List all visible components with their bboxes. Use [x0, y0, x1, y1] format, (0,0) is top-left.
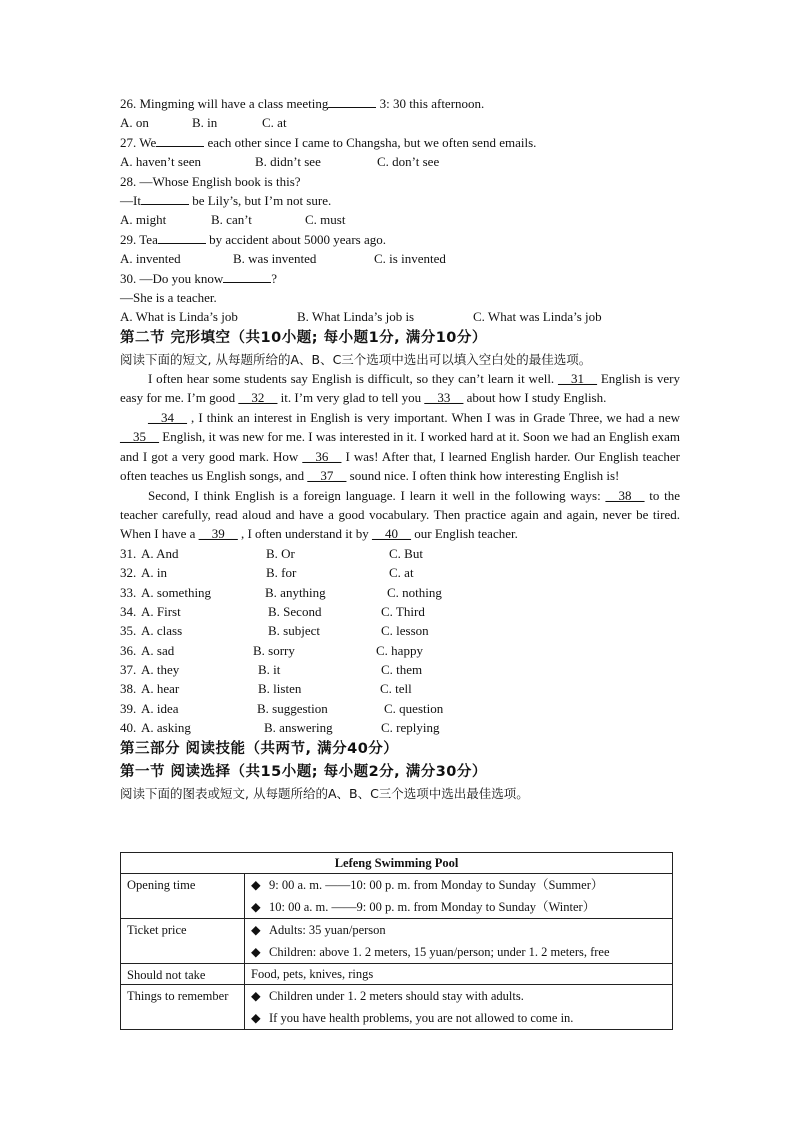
cloze-blank-33: __33__ — [424, 390, 464, 406]
question-30 — [120, 269, 680, 288]
row-label: Should not take — [121, 964, 245, 985]
cloze-blank-31: __31__ — [558, 371, 598, 387]
option-b: B. listen — [258, 681, 302, 697]
diamond-bullet-icon: ◆ — [251, 1011, 261, 1025]
table-row — [121, 985, 673, 1030]
question-27 — [120, 133, 680, 152]
cloze-blank-40: __40__ — [372, 526, 411, 542]
row-label: Opening time — [121, 874, 245, 919]
row-item: Children under 1. 2 meters should stay with adults. — [269, 989, 524, 1003]
passage-paragraph-3 — [120, 486, 680, 544]
cloze-blank-35: __35__ — [120, 429, 159, 445]
question-28: 28. —Whose English book is this? — [120, 173, 301, 189]
option-number: 35. — [120, 623, 137, 639]
option-c: C. must — [305, 212, 346, 228]
diamond-bullet-icon: ◆ — [251, 945, 261, 959]
option-c: C. What was Linda’s job — [473, 309, 602, 325]
option-c: C. don’t see — [377, 154, 440, 170]
cloze-blank-36: __36__ — [302, 448, 342, 464]
option-c: C. Third — [381, 603, 425, 619]
option-number: 37. — [120, 662, 137, 678]
option-b: B. in — [192, 115, 218, 131]
question-26 — [120, 94, 680, 113]
table-row — [121, 874, 673, 919]
question-number: 26. — [120, 96, 137, 111]
question-text: each other since I came to Changsha, but we often send emails. — [204, 134, 537, 150]
question-text: ? — [271, 270, 278, 286]
passage-text: English is very easy for me. I’m good — [120, 371, 680, 406]
diamond-bullet-icon: ◆ — [251, 878, 261, 892]
option-number: 36. — [120, 642, 137, 658]
option-b: B. anything — [265, 584, 326, 600]
passage-text: to the teacher carefully, read aloud and have a good vocabulary. Then practice again and again, never be tired. When I have a — [120, 487, 680, 542]
cloze-option-row — [120, 718, 680, 737]
options-26 — [120, 113, 680, 132]
option-a: A. class — [141, 623, 183, 639]
option-c: C. tell — [380, 681, 412, 697]
option-b: B. Or — [266, 545, 295, 561]
section-heading: 第二节 完形填空（共10小题; 每小题1分, 满分10分） — [120, 329, 487, 346]
question-text: by accident about 5000 years ago. — [205, 231, 386, 247]
option-a: A. they — [141, 662, 180, 678]
row-label: Things to remember — [121, 985, 245, 1030]
cloze-option-row — [120, 641, 680, 660]
passage-text: sound nice. I often think how interesting English is! — [346, 468, 620, 484]
option-b: B. can’t — [211, 212, 252, 228]
cloze-blank-38: __38__ — [605, 487, 645, 503]
passage-text: I often hear some students say English is difficult, so they can’t learn it well. — [148, 371, 559, 387]
passage-paragraph-1 — [120, 369, 680, 408]
option-number: 33. — [120, 584, 137, 600]
passage-text: it. I’m very glad to tell you — [277, 390, 425, 406]
row-item: If you have health problems, you are not allowed to come in. — [269, 1011, 574, 1025]
option-c: C. them — [381, 662, 423, 678]
option-c: C. But — [389, 545, 423, 561]
option-b: B. suggestion — [257, 700, 328, 716]
option-b: B. sorry — [253, 642, 295, 658]
option-b: B. for — [266, 565, 297, 581]
row-label: Ticket price — [121, 919, 245, 964]
option-a: A. idea — [141, 700, 179, 716]
cloze-blank-34: __34__ — [148, 409, 187, 425]
option-number: 34. — [120, 603, 137, 619]
section-instruction: 阅读下面的图表或短文, 从每题所给的A、B、C三个选项中选出最佳选项。 — [120, 785, 529, 801]
answer-blank — [141, 191, 189, 205]
passage-text: I was! After that, I learned English harder. Our English teacher often teaches us English songs, and — [120, 448, 680, 484]
options-29 — [120, 249, 680, 268]
cloze-option-row — [120, 621, 680, 640]
cloze-option-row — [120, 679, 680, 698]
passage-text: , I often understand it by — [237, 526, 372, 542]
row-item: 9: 00 a. m. ——10: 00 p. m. from Monday to Sunday（Summer） — [269, 878, 604, 892]
passage-text: Second, I think English is a foreign language. I learn it well in the following ways: — [148, 487, 606, 503]
option-a: A. invented — [120, 251, 181, 267]
question-text: We — [139, 134, 157, 150]
cloze-option-row — [120, 660, 680, 679]
option-number: 38. — [120, 681, 137, 697]
cloze-options — [120, 544, 680, 738]
option-a: A. on — [120, 115, 149, 131]
section-heading: 第一节 阅读选择（共15小题; 每小题2分, 满分30分） — [120, 763, 487, 780]
option-a: A. something — [141, 584, 212, 600]
answer-blank — [156, 133, 204, 147]
cloze-option-row — [120, 563, 680, 582]
cloze-blank-39: __39__ — [198, 526, 238, 542]
section-instruction: 阅读下面的短文, 从每题所给的A、B、C三个选项中选出可以填入空白处的最佳选项。 — [120, 351, 592, 367]
answer-blank — [158, 230, 206, 244]
exam-page — [120, 94, 680, 803]
options-28 — [120, 210, 680, 229]
row-item: Children: above 1. 2 meters, 15 yuan/person; under 1. 2 meters, free — [269, 945, 610, 959]
option-number: 39. — [120, 700, 137, 716]
option-number: 40. — [120, 720, 137, 736]
option-a: A. asking — [141, 720, 191, 736]
cloze-option-row — [120, 583, 680, 602]
part-heading: 第三部分 阅读技能（共两节, 满分40分） — [120, 740, 399, 757]
question-28-answer-line — [120, 191, 680, 210]
cloze-option-row — [120, 602, 680, 621]
options-30 — [120, 307, 680, 326]
option-b: B. answering — [264, 720, 333, 736]
answer-blank — [223, 269, 271, 283]
passage-text: about how I study English. — [463, 390, 607, 406]
row-content — [245, 874, 673, 919]
cloze-blank-32: __32__ — [238, 390, 278, 406]
row-content — [245, 985, 673, 1030]
answer-blank — [328, 94, 376, 108]
table-row — [121, 919, 673, 964]
option-a: A. First — [141, 603, 181, 619]
option-b: B. it — [258, 662, 281, 678]
option-a: A. in — [141, 565, 167, 581]
option-c: C. lesson — [381, 623, 429, 639]
options-27 — [120, 152, 680, 171]
row-content — [245, 919, 673, 964]
cloze-option-row — [120, 699, 680, 718]
row-content: Food, pets, knives, rings — [245, 964, 673, 985]
question-text: 30. —Do you know — [120, 270, 224, 286]
option-b: B. What Linda’s job is — [297, 309, 415, 325]
row-item: Adults: 35 yuan/person — [269, 923, 386, 937]
passage-text: English, it was new for me. I was interested in it. I worked hard at it. Soon we had an English exam and I got a very good mark. How — [120, 429, 680, 464]
option-c: C. at — [389, 565, 414, 581]
question-29 — [120, 230, 680, 249]
option-b: B. didn’t see — [255, 154, 321, 170]
question-text: 29. Tea — [120, 231, 158, 247]
diamond-bullet-icon: ◆ — [251, 900, 261, 914]
option-c: C. is invented — [374, 251, 446, 267]
question-30-reply: —She is a teacher. — [120, 289, 217, 305]
row-item: 10: 00 a. m. ——9: 00 p. m. from Monday to Sunday（Winter） — [269, 900, 596, 914]
option-a: A. might — [120, 212, 167, 228]
option-a: A. hear — [141, 681, 180, 697]
passage-text: our English teacher. — [411, 526, 518, 542]
cloze-blank-37: __37__ — [307, 468, 347, 484]
passage-paragraph-2 — [120, 408, 680, 486]
question-text: 3: 30 this afternoon. — [376, 96, 485, 111]
question-text: Mingming will have a class meeting — [139, 96, 329, 111]
option-c: C. happy — [376, 642, 423, 658]
option-number: 31. — [120, 545, 137, 561]
passage-text: , I think an interest in English is very important. When I was in Grade Three, we had a new — [187, 409, 680, 425]
option-c: C. at — [262, 115, 287, 131]
table-row — [121, 964, 673, 985]
question-text: be Lily’s, but I’m not sure. — [188, 192, 332, 208]
option-c: C. replying — [381, 720, 440, 736]
option-a: A. haven’t seen — [120, 154, 201, 170]
option-a: A. sad — [141, 642, 175, 658]
question-number: 27. — [120, 134, 137, 150]
pool-info-table — [120, 852, 673, 1030]
table-title: Lefeng Swimming Pool — [121, 853, 673, 874]
diamond-bullet-icon: ◆ — [251, 989, 261, 1003]
option-number: 32. — [120, 565, 137, 581]
option-c: C. question — [384, 700, 444, 716]
cloze-option-row — [120, 544, 680, 563]
diamond-bullet-icon: ◆ — [251, 923, 261, 937]
option-a: A. And — [141, 545, 179, 561]
question-text: —It — [120, 192, 141, 208]
option-b: B. subject — [268, 623, 320, 639]
option-a: A. What is Linda’s job — [120, 309, 238, 325]
option-b: B. Second — [268, 603, 322, 619]
option-b: B. was invented — [233, 251, 317, 267]
option-c: C. nothing — [387, 584, 442, 600]
